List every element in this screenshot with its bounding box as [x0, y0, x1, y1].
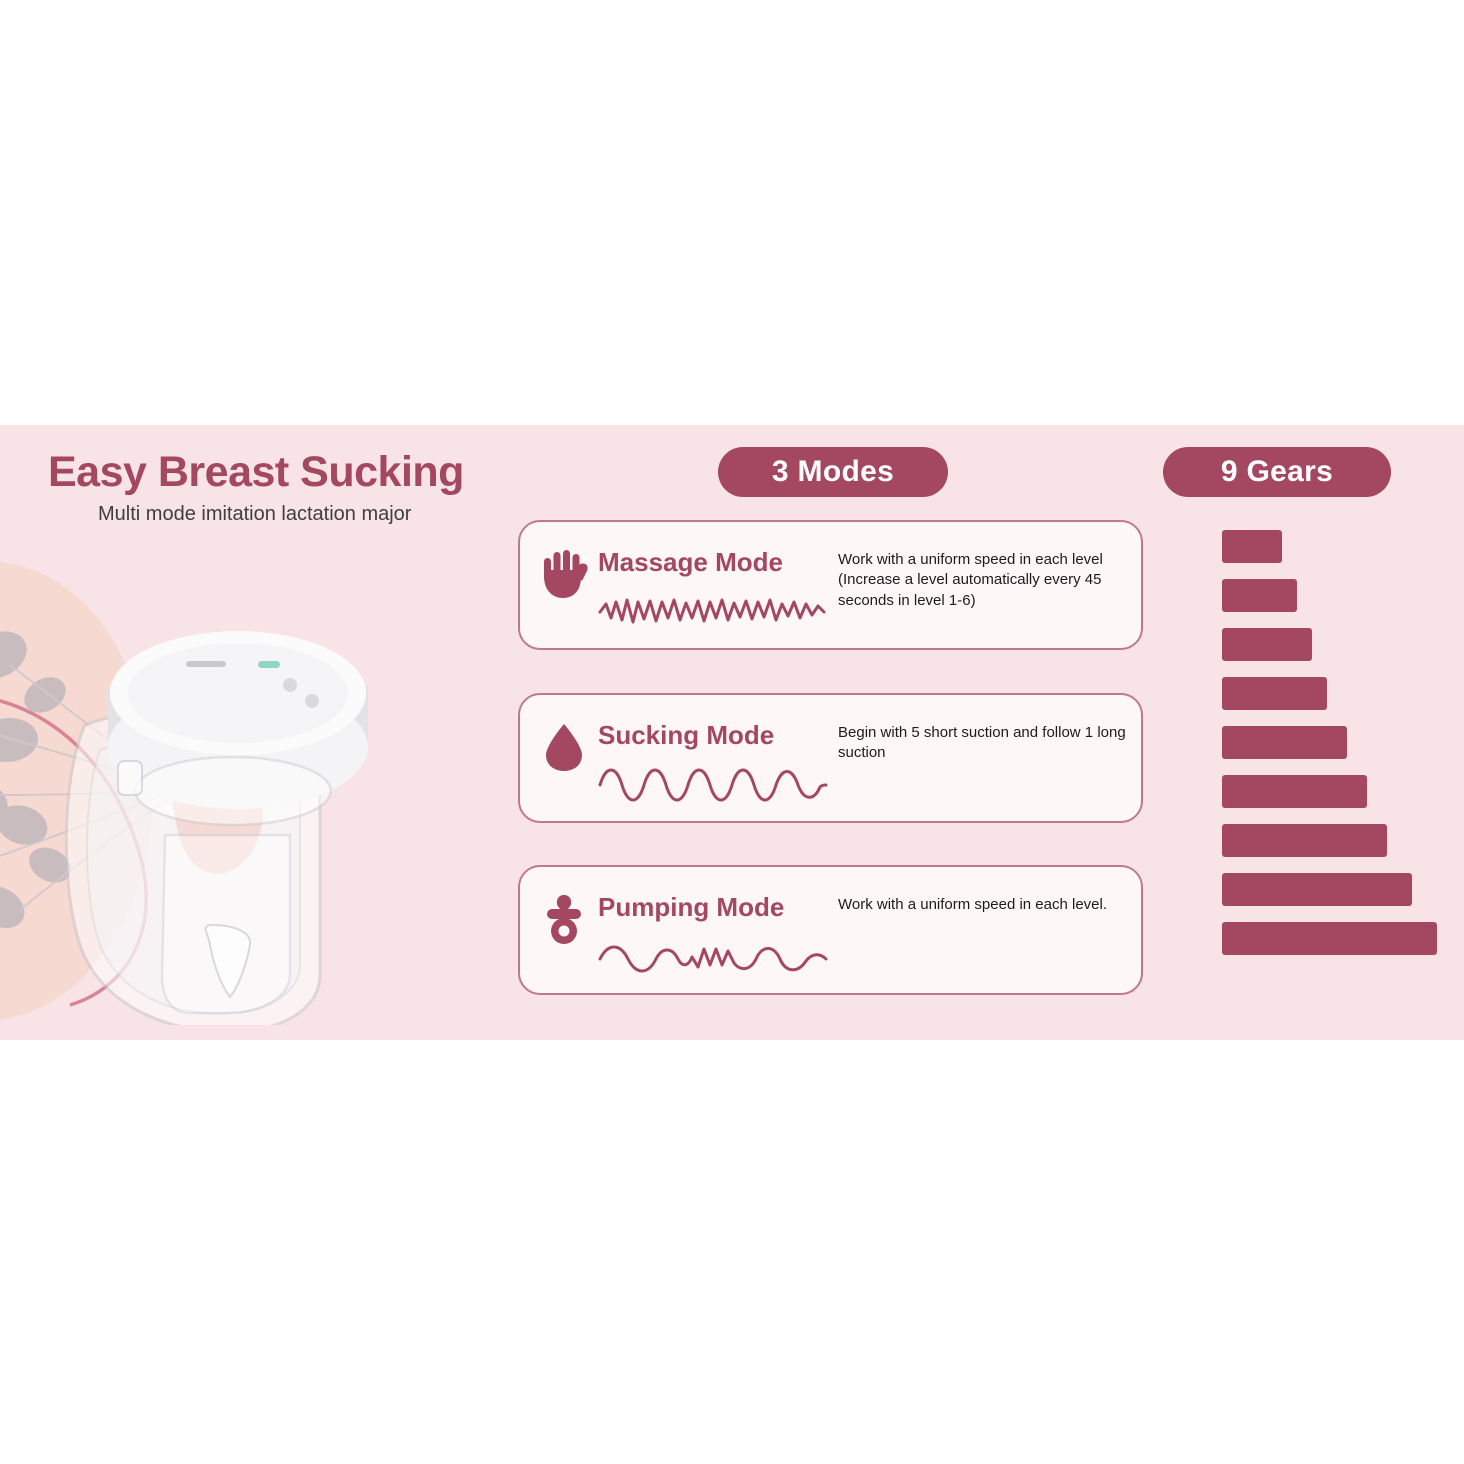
badge-modes: 3 Modes — [718, 447, 948, 497]
gear-bar-level-4 — [1222, 677, 1327, 710]
gear-bar-level-6 — [1222, 775, 1367, 808]
massage-waveform — [598, 588, 828, 636]
page-subtitle: Multi mode imitation lactation major — [98, 503, 412, 526]
promo-banner — [0, 425, 1464, 1040]
gear-bar-level-2 — [1222, 579, 1297, 612]
gear-bar-level-9 — [1222, 922, 1437, 955]
mode-card-sucking — [518, 693, 1143, 823]
mode-description: Work with a uniform speed in each level (Increase a level automatically every 45 seconds in level 1-6) — [838, 551, 1103, 609]
headline-block — [48, 450, 608, 526]
mode-title: Pumping Mode — [598, 892, 785, 922]
gear-bar-level-5 — [1222, 726, 1347, 759]
badge-gears: 9 Gears — [1163, 447, 1391, 497]
gear-bar-level-1 — [1222, 530, 1282, 563]
gear-bar-level-3 — [1222, 628, 1312, 661]
gear-bar-level-7 — [1222, 824, 1387, 857]
mode-description: Work with a uniform speed in each level. — [838, 896, 1108, 913]
sucking-waveform — [598, 761, 828, 809]
droplet-icon — [538, 721, 590, 773]
gear-bar-level-8 — [1222, 873, 1412, 906]
mode-title: Massage Mode — [598, 547, 783, 577]
mode-description: Begin with 5 short suction and follow 1 long suction — [838, 724, 1126, 762]
product-image — [0, 535, 420, 1025]
mode-card-massage — [518, 520, 1143, 650]
pumping-waveform — [598, 933, 828, 981]
mode-title: Sucking Mode — [598, 720, 775, 750]
mode-card-pumping — [518, 865, 1143, 995]
pump-device — [66, 631, 368, 1025]
page-title: Easy Breast Sucking — [48, 448, 464, 496]
hand-icon — [538, 548, 590, 600]
pacifier-icon — [538, 893, 590, 945]
gears-bar-chart — [1222, 530, 1442, 975]
